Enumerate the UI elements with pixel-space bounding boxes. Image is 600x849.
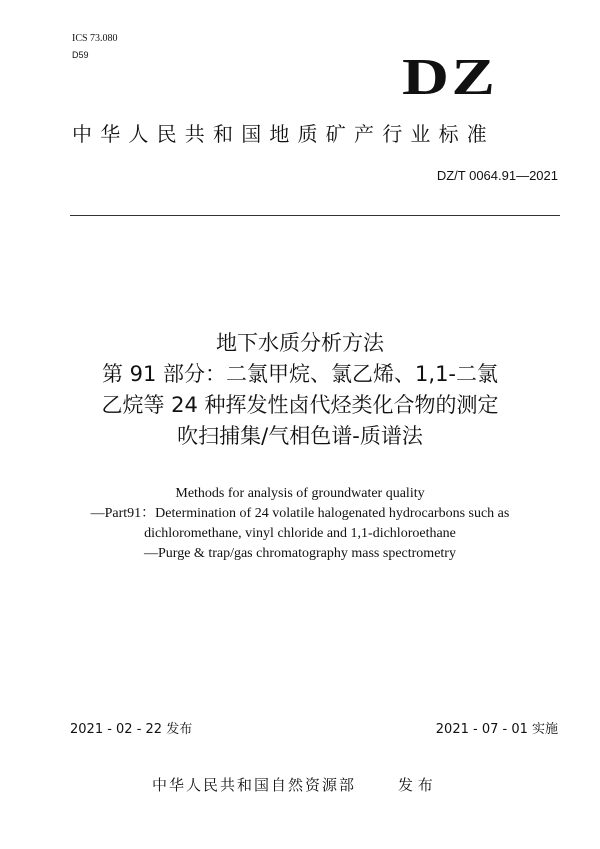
title-en [0,484,600,564]
title-zh-line: 地下水质分析方法 [216,331,384,355]
issuer: 中华人民共和国自然资源部 [152,776,357,794]
standard-code: DZ/T 0064.91—2021 [436,168,558,183]
title-zh [0,328,600,452]
title-en-line: dichloromethane, vinyl chloride and 1,1-dichloroethane [144,526,456,541]
title-zh-line: 第 91 部分：二氯甲烷、氯乙烯、1,1-二氯 [101,362,499,386]
divider [70,215,560,216]
title-en-line: —Part91：Determination of 24 volatile halogenated hydrocarbons such as [90,506,510,521]
title-zh-line: 乙烷等 24 种挥发性卤代烃类化合物的测定 [101,393,499,417]
title-en-line: —Purge & trap/gas chromatography mass spectrometry [144,546,456,561]
title-en-line: Methods for analysis of groundwater quality [175,486,425,501]
ics-code: ICS 73.080 [72,33,118,44]
title-zh-line: 吹扫捕集/气相色谱-质谱法 [177,424,423,448]
issue-action: 发 布 [398,776,433,794]
dz-logo: DZ [402,49,498,106]
implement-date: 2021 - 07 - 01 实施 [435,722,558,737]
issue-date: 2021 - 02 - 22 发布 [70,722,193,737]
ccs-code: D59 [72,50,89,60]
organization-title: 中华人民共和国地质矿产行业标准 [72,122,495,146]
